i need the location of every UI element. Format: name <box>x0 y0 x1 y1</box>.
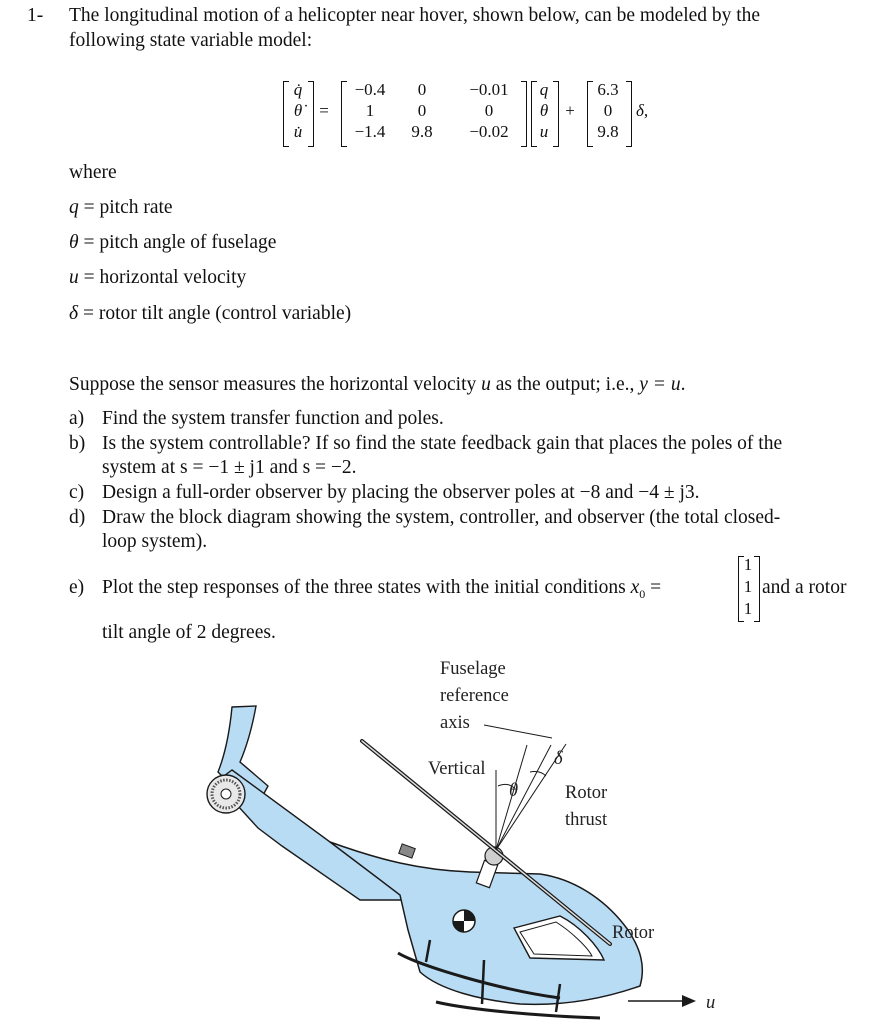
lhs-q-dot: q̇ <box>293 80 303 99</box>
input-delta: δ, <box>636 101 649 120</box>
question-d-text: Draw the block diagram showing the system, controller, and observer (the total closed- <box>102 507 781 528</box>
b-vector-cell: 0 <box>603 101 613 120</box>
definition-item: q = pitch rate <box>69 197 173 218</box>
question-a-label: a) <box>69 408 85 429</box>
x-vector-theta: θ <box>539 101 549 120</box>
a-matrix-cell: 0 <box>417 101 427 120</box>
a-matrix-cell: 0 <box>417 80 427 99</box>
a-matrix-cell: −1.4 <box>354 122 386 141</box>
problem-intro-line2: following state variable model: <box>69 30 313 51</box>
vertical-label: Vertical <box>428 759 486 779</box>
a-matrix-cell: 9.8 <box>411 122 433 141</box>
velocity-u-label: u <box>706 993 716 1013</box>
a-matrix-cell: −0.02 <box>469 122 509 141</box>
equals-sign: = <box>319 101 329 120</box>
x-vector-u: u <box>539 122 549 141</box>
question-e-text-cont: tilt angle of 2 degrees. <box>102 622 276 643</box>
problem-intro-line1: The longitudinal motion of a helicopter near hover, shown below, can be modeled by the <box>69 5 761 26</box>
question-e-text: Plot the step responses of the three states with the initial conditions $x_0$ = <box>102 577 662 601</box>
sensor-statement: Suppose the sensor measures the horizontal velocity u as the output; i.e., y = u. <box>69 374 686 395</box>
question-e-text-end: and a rotor <box>762 577 847 598</box>
definition-item: θ = pitch angle of fuselage <box>69 232 277 253</box>
rotor-thrust-label-2: thrust <box>565 810 608 830</box>
b-vector-cell: 9.8 <box>597 122 619 141</box>
fuselage-label-1: Fuselage <box>440 659 506 679</box>
where-label: where <box>69 162 117 183</box>
rotor-thrust-label-1: Rotor <box>565 783 608 803</box>
question-b-text: Is the system controllable? If so find the state feedback gain that places the poles of the <box>102 433 783 454</box>
exhaust <box>399 844 416 858</box>
question-a-text: Find the system transfer function and poles. <box>102 408 444 429</box>
problem-number: 1- <box>27 5 44 26</box>
a-matrix-cell: 1 <box>365 101 375 120</box>
center-of-mass-icon <box>453 910 475 932</box>
question-d-label: d) <box>69 507 86 528</box>
definition-item: u = horizontal velocity <box>69 267 247 288</box>
lhs-u-dot: u̇ <box>293 122 303 141</box>
tail-rotor-icon <box>207 775 245 813</box>
question-b-text-cont: system at s = −1 ± j1 and s = −2. <box>102 457 357 478</box>
question-c-label: c) <box>69 482 85 503</box>
a-matrix-cell: −0.4 <box>354 80 386 99</box>
a-matrix-cell: −0.01 <box>469 80 509 99</box>
plus-sign: + <box>565 101 575 120</box>
question-d-text-cont: loop system). <box>102 531 208 552</box>
question-e-label: e) <box>69 577 85 598</box>
question-c-text: Design a full-order observer by placing the observer poles at −8 and −4 ± j3. <box>102 482 700 503</box>
delta-label: δ <box>554 749 563 769</box>
arrow-head-icon <box>682 995 696 1007</box>
lhs-theta-dot: θ̇ <box>293 101 303 120</box>
fuselage-label-2: reference <box>440 686 509 706</box>
rotor-label: Rotor <box>612 923 655 943</box>
question-b-label: b) <box>69 433 86 454</box>
fuselage-axis-line <box>496 745 551 850</box>
b-vector-cell: 6.3 <box>597 80 619 99</box>
a-matrix-cell: 0 <box>484 101 494 120</box>
definition-item: δ = rotor tilt angle (control variable) <box>69 303 352 324</box>
fuselage-label-3: axis <box>440 713 470 733</box>
theta-label: θ <box>509 781 519 801</box>
x-vector-q: q <box>539 80 549 99</box>
